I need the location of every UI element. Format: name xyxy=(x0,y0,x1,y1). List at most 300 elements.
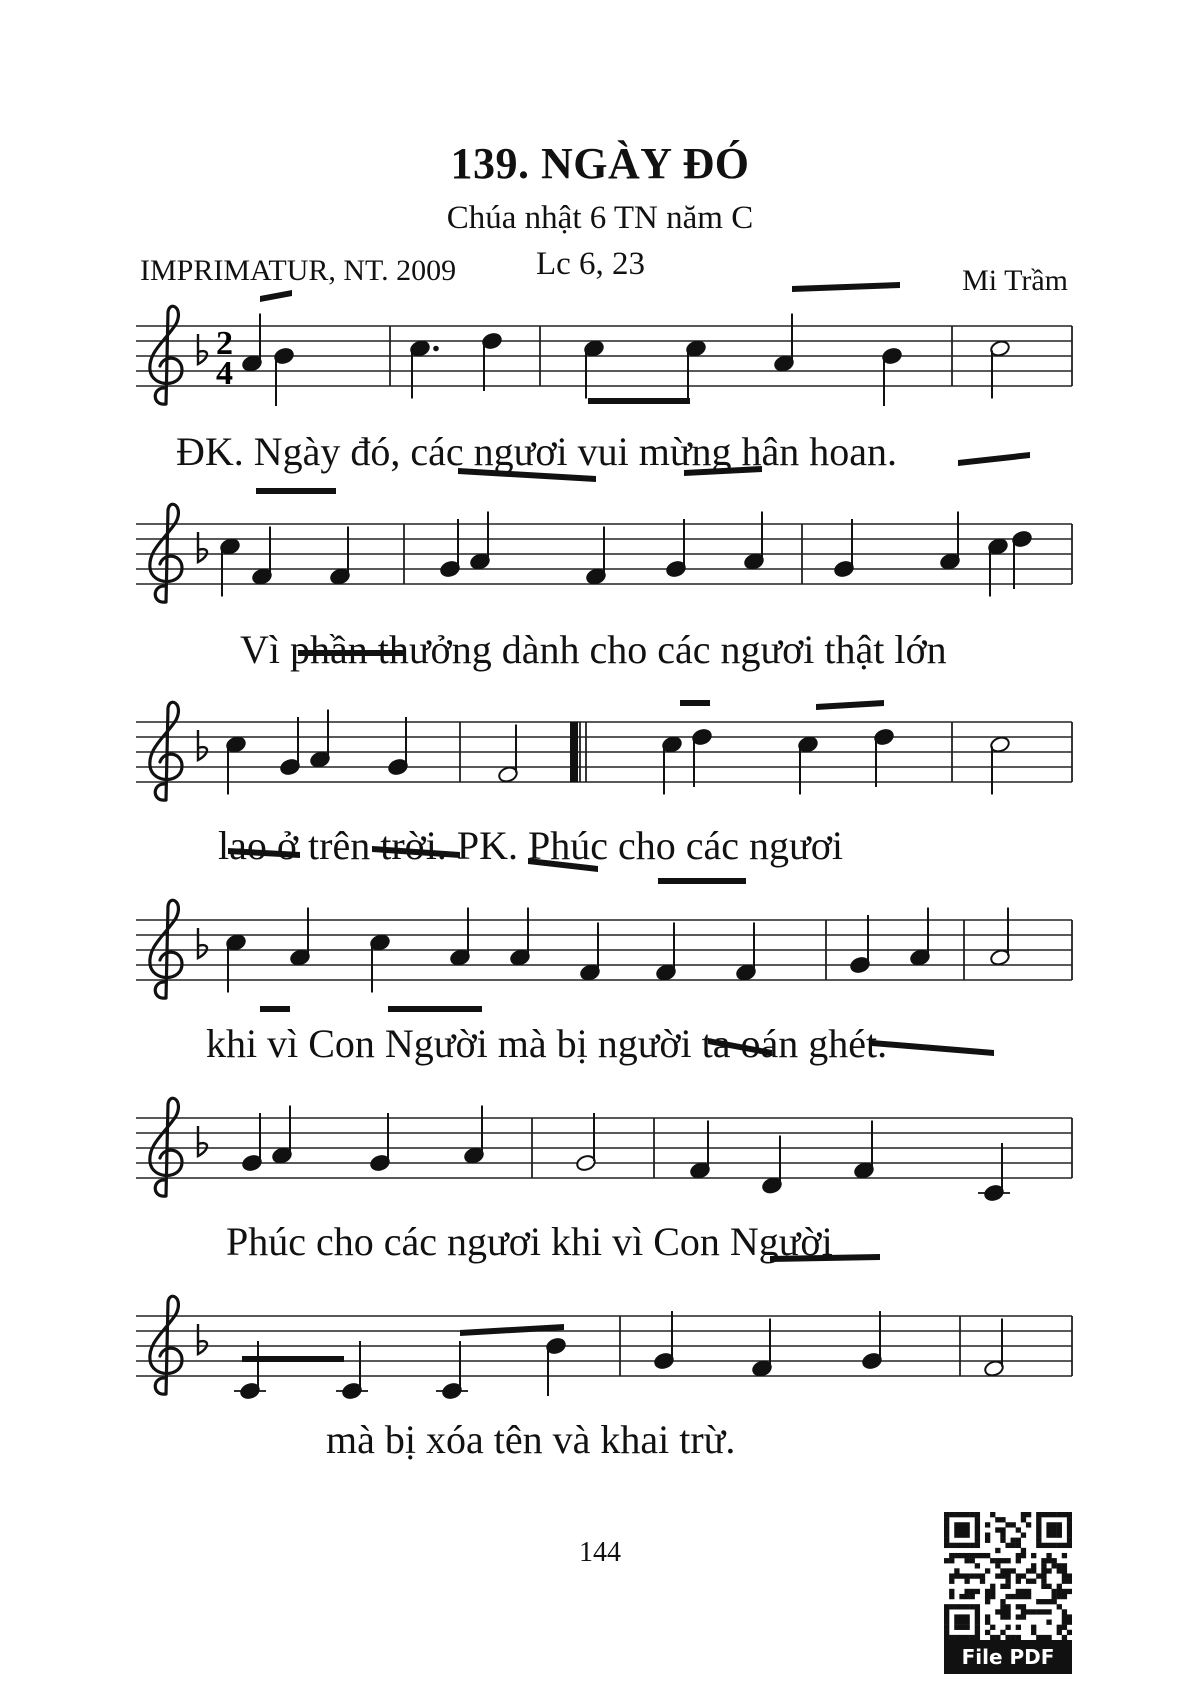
qr-module xyxy=(1062,1579,1067,1584)
qr-module xyxy=(964,1579,969,1584)
qr-module xyxy=(990,1584,995,1589)
qr-module xyxy=(970,1604,975,1609)
qr-module xyxy=(1016,1594,1021,1599)
qr-module xyxy=(944,1609,949,1614)
qr-module xyxy=(1057,1512,1062,1517)
qr-module xyxy=(995,1563,1000,1568)
qr-module xyxy=(1005,1522,1010,1527)
qr-module xyxy=(944,1512,949,1517)
qr-module xyxy=(985,1594,990,1599)
qr-code-icon xyxy=(944,1512,1072,1640)
qr-module xyxy=(1046,1532,1051,1537)
qr-module xyxy=(1057,1543,1062,1548)
qr-module xyxy=(1052,1558,1057,1563)
qr-module xyxy=(954,1512,959,1517)
qr-module xyxy=(1005,1558,1010,1563)
qr-module xyxy=(1026,1594,1031,1599)
qr-module xyxy=(1000,1584,1005,1589)
qr-module xyxy=(1011,1568,1016,1573)
qr-module xyxy=(1046,1543,1051,1548)
qr-module xyxy=(1067,1620,1072,1625)
qr-module xyxy=(1005,1543,1010,1548)
qr-module xyxy=(1062,1614,1067,1619)
qr-module xyxy=(1052,1589,1057,1594)
qr-module xyxy=(949,1604,954,1609)
qr-module xyxy=(1036,1522,1041,1527)
qr-module xyxy=(1067,1543,1072,1548)
treble-clef-icon xyxy=(150,504,182,602)
note-beam xyxy=(260,290,292,302)
treble-clef-icon xyxy=(150,900,182,998)
qr-module xyxy=(954,1532,959,1537)
qr-module xyxy=(1057,1594,1062,1599)
qr-module xyxy=(1016,1614,1021,1619)
qr-module xyxy=(944,1527,949,1532)
qr-module xyxy=(1031,1563,1036,1568)
qr-module xyxy=(1067,1532,1072,1537)
qr-module xyxy=(944,1538,949,1543)
qr-module xyxy=(995,1517,1000,1522)
qr-module xyxy=(1016,1553,1021,1558)
treble-clef-icon xyxy=(150,1296,182,1394)
qr-module xyxy=(1021,1594,1026,1599)
qr-module xyxy=(1052,1543,1057,1548)
note-beam xyxy=(658,878,746,884)
qr-module xyxy=(975,1522,980,1527)
qr-module xyxy=(985,1630,990,1635)
qr-module xyxy=(1021,1517,1026,1522)
qr-module xyxy=(959,1553,964,1558)
qr-module xyxy=(1062,1512,1067,1517)
qr-module xyxy=(1067,1527,1072,1532)
qr-module xyxy=(995,1573,1000,1578)
qr-module xyxy=(1046,1568,1051,1573)
qr-module xyxy=(1067,1517,1072,1522)
qr-module xyxy=(959,1614,964,1619)
qr-module xyxy=(1000,1609,1005,1614)
qr-module xyxy=(1062,1589,1067,1594)
qr-module xyxy=(959,1527,964,1532)
qr-module xyxy=(1062,1553,1067,1558)
qr-module xyxy=(1036,1599,1041,1604)
qr-module xyxy=(975,1614,980,1619)
note-beam xyxy=(588,398,690,404)
qr-module xyxy=(1026,1522,1031,1527)
qr-module xyxy=(975,1604,980,1609)
qr-module xyxy=(1041,1584,1046,1589)
qr-module xyxy=(954,1522,959,1527)
qr-module xyxy=(1031,1630,1036,1635)
qr-module xyxy=(970,1589,975,1594)
qr-module xyxy=(1046,1558,1051,1563)
qr-module xyxy=(975,1620,980,1625)
note-dot xyxy=(433,346,439,352)
qr-module xyxy=(959,1543,964,1548)
note-beam xyxy=(680,700,710,706)
qr-module xyxy=(1011,1543,1016,1548)
qr-module xyxy=(1000,1527,1005,1532)
qr-module xyxy=(1062,1543,1067,1548)
qr-module xyxy=(1041,1579,1046,1584)
qr-module xyxy=(1021,1589,1026,1594)
qr-module xyxy=(1000,1614,1005,1619)
qr-module xyxy=(944,1620,949,1625)
qr-module xyxy=(1005,1625,1010,1630)
qr-module xyxy=(1052,1594,1057,1599)
qr-module xyxy=(1041,1563,1046,1568)
qr-module xyxy=(1057,1522,1062,1527)
flat-sign-icon xyxy=(198,334,207,364)
qr-module xyxy=(1067,1630,1072,1635)
qr-module xyxy=(944,1604,949,1609)
qr-module xyxy=(1041,1609,1046,1614)
qr-module xyxy=(990,1512,995,1517)
qr-module xyxy=(1026,1512,1031,1517)
qr-module xyxy=(1031,1625,1036,1630)
qr-module xyxy=(1067,1589,1072,1594)
qr-module xyxy=(1036,1512,1041,1517)
qr-module xyxy=(944,1522,949,1527)
qr-module xyxy=(1046,1609,1051,1614)
qr-module xyxy=(970,1573,975,1578)
qr-module xyxy=(1067,1512,1072,1517)
qr-module xyxy=(1046,1584,1051,1589)
qr-module xyxy=(1062,1594,1067,1599)
qr-module xyxy=(975,1543,980,1548)
qr-module xyxy=(1062,1609,1067,1614)
qr-module xyxy=(975,1553,980,1558)
qr-module xyxy=(1052,1532,1057,1537)
qr-module xyxy=(1057,1630,1062,1635)
qr-module xyxy=(959,1620,964,1625)
qr-module xyxy=(980,1579,985,1584)
qr-module xyxy=(1016,1625,1021,1630)
qr-module xyxy=(1021,1553,1026,1558)
lyric-line-2: Vì phần thưởng dành cho các ngươi thật lớn xyxy=(240,627,947,672)
qr-module xyxy=(1041,1543,1046,1548)
qr-module xyxy=(959,1532,964,1537)
qr-module xyxy=(1000,1599,1005,1604)
qr-module xyxy=(1005,1614,1010,1619)
qr-module xyxy=(959,1573,964,1578)
qr-module xyxy=(1057,1568,1062,1573)
qr-module xyxy=(1021,1609,1026,1614)
qr-module xyxy=(970,1558,975,1563)
qr-module xyxy=(1046,1527,1051,1532)
qr-module xyxy=(1000,1532,1005,1537)
qr-module xyxy=(1067,1538,1072,1543)
qr-module xyxy=(980,1553,985,1558)
qr-module xyxy=(1000,1538,1005,1543)
qr-module xyxy=(949,1579,954,1584)
qr-module xyxy=(970,1543,975,1548)
qr-module xyxy=(975,1512,980,1517)
qr-module xyxy=(970,1512,975,1517)
qr-module xyxy=(1000,1517,1005,1522)
imprimatur-note: IMPRIMATUR, NT. 2009 xyxy=(140,254,457,287)
qr-module xyxy=(964,1553,969,1558)
qr-module xyxy=(1041,1568,1046,1573)
qr-module xyxy=(1052,1599,1057,1604)
qr-module xyxy=(1005,1573,1010,1578)
qr-module xyxy=(1026,1609,1031,1614)
qr-module xyxy=(944,1625,949,1630)
note-beam xyxy=(460,1324,564,1336)
qr-module xyxy=(1011,1594,1016,1599)
qr-module xyxy=(1057,1527,1062,1532)
qr-module xyxy=(970,1553,975,1558)
song-title: 139. NGÀY ĐÓ xyxy=(450,139,750,188)
flat-sign-icon xyxy=(198,532,207,562)
qr-module xyxy=(970,1594,975,1599)
qr-module xyxy=(1036,1517,1041,1522)
qr-module xyxy=(975,1573,980,1578)
flat-sign-icon xyxy=(198,1126,207,1156)
note-beam xyxy=(256,488,336,494)
qr-module xyxy=(1052,1527,1057,1532)
qr-module xyxy=(959,1512,964,1517)
qr-module xyxy=(959,1604,964,1609)
flat-sign-icon xyxy=(198,1324,207,1354)
qr-module xyxy=(1021,1614,1026,1619)
lyric-line-4: khi vì Con Người mà bị người ta oán ghét. xyxy=(206,1021,888,1066)
qr-module xyxy=(944,1614,949,1619)
qr-module xyxy=(1046,1522,1051,1527)
qr-module xyxy=(944,1517,949,1522)
qr-module xyxy=(1036,1532,1041,1537)
qr-module xyxy=(964,1522,969,1527)
qr-module xyxy=(985,1522,990,1527)
note-beam xyxy=(872,1040,994,1056)
qr-module xyxy=(1036,1573,1041,1578)
qr-module xyxy=(1005,1579,1010,1584)
qr-module xyxy=(995,1558,1000,1563)
qr-module xyxy=(1016,1543,1021,1548)
qr-module xyxy=(985,1532,990,1537)
qr-module xyxy=(964,1604,969,1609)
qr-module xyxy=(1046,1620,1051,1625)
time-signature-top: 2 xyxy=(216,325,233,362)
qr-module xyxy=(1021,1604,1026,1609)
qr-module xyxy=(1005,1604,1010,1609)
qr-module xyxy=(1016,1604,1021,1609)
qr-module xyxy=(1067,1614,1072,1619)
qr-module xyxy=(995,1527,1000,1532)
qr-module xyxy=(949,1543,954,1548)
qr-module xyxy=(1016,1538,1021,1543)
flat-sign-icon xyxy=(198,928,207,958)
qr-module xyxy=(985,1538,990,1543)
qr-module xyxy=(949,1573,954,1578)
qr-module xyxy=(1000,1558,1005,1563)
qr-module xyxy=(975,1527,980,1532)
qr-module xyxy=(990,1589,995,1594)
qr-module xyxy=(954,1527,959,1532)
qr-module xyxy=(990,1594,995,1599)
lyric-line-5: Phúc cho các ngươi khi vì Con Người xyxy=(226,1219,833,1264)
qr-module xyxy=(1062,1563,1067,1568)
qr-module xyxy=(954,1604,959,1609)
note-beam xyxy=(388,1006,482,1012)
qr-module xyxy=(1062,1573,1067,1578)
qr-module xyxy=(1021,1548,1026,1553)
qr-module xyxy=(1026,1579,1031,1584)
lyric-line-6: mà bị xóa tên và khai trừ. xyxy=(326,1417,736,1462)
lyric-line-3: lao ở trên trời. PK. Phúc cho các ngươi xyxy=(218,823,843,868)
qr-module xyxy=(944,1543,949,1548)
qr-module xyxy=(959,1625,964,1630)
qr-module xyxy=(964,1594,969,1599)
qr-module xyxy=(1000,1568,1005,1573)
qr-module xyxy=(964,1573,969,1578)
qr-code[interactable] xyxy=(944,1512,1072,1674)
qr-module xyxy=(975,1625,980,1630)
qr-module xyxy=(975,1589,980,1594)
qr-module xyxy=(954,1553,959,1558)
qr-module xyxy=(959,1522,964,1527)
qr-module xyxy=(1041,1599,1046,1604)
qr-module xyxy=(954,1620,959,1625)
qr-module xyxy=(1057,1584,1062,1589)
flat-sign-icon xyxy=(198,730,207,760)
qr-module xyxy=(1041,1512,1046,1517)
qr-module xyxy=(1031,1568,1036,1573)
qr-module xyxy=(1041,1558,1046,1563)
qr-module xyxy=(964,1532,969,1537)
qr-module xyxy=(1057,1532,1062,1537)
qr-module xyxy=(975,1563,980,1568)
qr-module xyxy=(949,1512,954,1517)
qr-module xyxy=(954,1614,959,1619)
qr-module xyxy=(975,1609,980,1614)
qr-module xyxy=(964,1558,969,1563)
qr-module xyxy=(1011,1522,1016,1527)
qr-module xyxy=(975,1532,980,1537)
qr-module xyxy=(975,1517,980,1522)
qr-module xyxy=(964,1625,969,1630)
qr-module xyxy=(1052,1563,1057,1568)
qr-module xyxy=(1031,1553,1036,1558)
qr-module xyxy=(985,1614,990,1619)
note-beam xyxy=(958,452,1030,466)
qr-module xyxy=(1052,1522,1057,1527)
scripture-reference: Lc 6, 23 xyxy=(536,246,646,282)
qr-module xyxy=(1016,1579,1021,1584)
qr-module xyxy=(1011,1538,1016,1543)
qr-module xyxy=(954,1568,959,1573)
qr-module xyxy=(985,1589,990,1594)
qr-module xyxy=(1005,1568,1010,1573)
qr-module xyxy=(1041,1573,1046,1578)
qr-module xyxy=(954,1625,959,1630)
qr-module xyxy=(944,1558,949,1563)
qr-module xyxy=(1016,1573,1021,1578)
qr-module xyxy=(964,1614,969,1619)
note-beam xyxy=(260,1006,290,1012)
qr-module xyxy=(1000,1604,1005,1609)
qr-module xyxy=(1052,1512,1057,1517)
qr-module xyxy=(1026,1589,1031,1594)
qr-module xyxy=(954,1543,959,1548)
qr-module xyxy=(985,1553,990,1558)
qr-module xyxy=(1036,1609,1041,1614)
qr-module xyxy=(1067,1579,1072,1584)
qr-module xyxy=(1021,1512,1026,1517)
qr-module xyxy=(1016,1527,1021,1532)
qr-module xyxy=(949,1558,954,1563)
qr-module xyxy=(949,1594,954,1599)
qr-module xyxy=(990,1558,995,1563)
page-number: 144 xyxy=(579,1537,621,1568)
qr-module xyxy=(964,1589,969,1594)
qr-module xyxy=(1057,1604,1062,1609)
qr-module xyxy=(964,1512,969,1517)
qr-module xyxy=(1021,1532,1026,1537)
composer-name: Mi Trầm xyxy=(962,264,1068,297)
qr-module xyxy=(1005,1584,1010,1589)
qr-module xyxy=(944,1630,949,1635)
qr-module xyxy=(1005,1594,1010,1599)
treble-clef-icon xyxy=(150,702,182,800)
qr-module xyxy=(975,1630,980,1635)
treble-clef-icon xyxy=(150,306,182,404)
qr-module xyxy=(980,1573,985,1578)
qr-module xyxy=(1016,1558,1021,1563)
qr-module xyxy=(954,1573,959,1578)
qr-module xyxy=(1016,1589,1021,1594)
qr-module xyxy=(1046,1512,1051,1517)
qr-module xyxy=(949,1553,954,1558)
qr-module xyxy=(985,1568,990,1573)
note-beam xyxy=(792,282,900,292)
qr-module xyxy=(1062,1620,1067,1625)
qr-module xyxy=(1031,1609,1036,1614)
time-signature-bottom: 4 xyxy=(216,355,233,392)
treble-clef-icon xyxy=(150,1098,182,1196)
qr-module xyxy=(1036,1527,1041,1532)
lyric-line-1: ĐK. Ngày đó, các ngươi vui mừng hân hoan. xyxy=(176,429,898,474)
qr-module xyxy=(975,1538,980,1543)
qr-module xyxy=(1057,1563,1062,1568)
qr-module xyxy=(995,1548,1000,1553)
qr-module xyxy=(985,1620,990,1625)
qr-module xyxy=(1062,1625,1067,1630)
qr-module xyxy=(1067,1522,1072,1527)
qr-module xyxy=(964,1527,969,1532)
qr-module xyxy=(1036,1543,1041,1548)
qr-module xyxy=(1000,1630,1005,1635)
qr-module xyxy=(1046,1553,1051,1558)
qr-caption: File PDF xyxy=(944,1640,1072,1674)
qr-module xyxy=(985,1599,990,1604)
qr-module xyxy=(1026,1568,1031,1573)
qr-module xyxy=(944,1532,949,1537)
qr-module xyxy=(949,1589,954,1594)
qr-module xyxy=(990,1625,995,1630)
qr-module xyxy=(1046,1599,1051,1604)
qr-module xyxy=(1057,1589,1062,1594)
qr-module xyxy=(1031,1579,1036,1584)
qr-module xyxy=(995,1609,1000,1614)
qr-module xyxy=(959,1594,964,1599)
note-beam xyxy=(816,700,884,710)
qr-module xyxy=(1021,1573,1026,1578)
qr-module xyxy=(964,1543,969,1548)
qr-module xyxy=(1067,1573,1072,1578)
qr-module xyxy=(1005,1609,1010,1614)
qr-module xyxy=(1000,1573,1005,1578)
qr-module xyxy=(1036,1538,1041,1543)
